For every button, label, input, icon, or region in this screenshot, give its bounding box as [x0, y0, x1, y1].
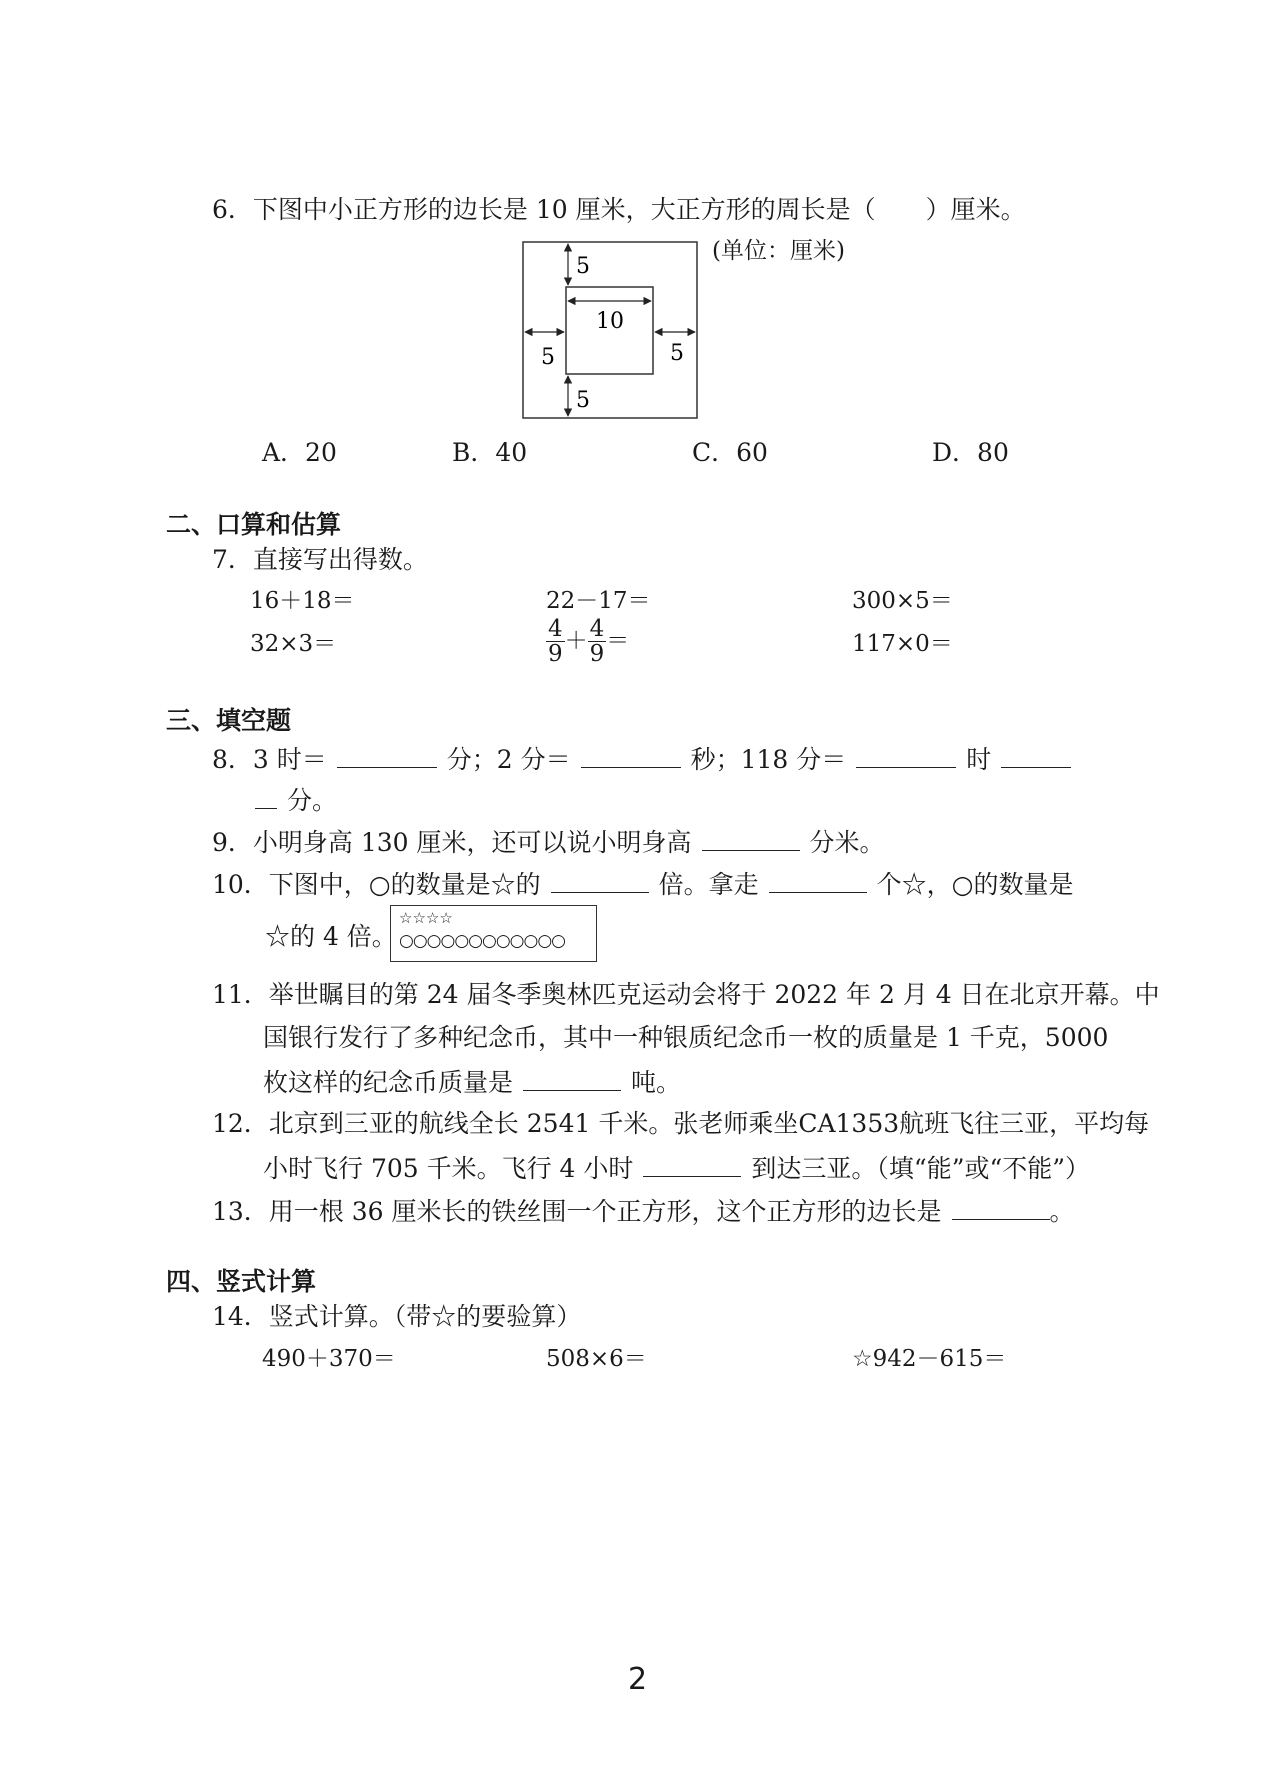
blank	[952, 1197, 1050, 1220]
q11-line1: 11．举世瞩目的第 24 届冬季奥林匹克运动会将于 2022 年 2 月 4 日在北京开幕。中	[212, 980, 1160, 1009]
q13: 13．用一根 36 厘米长的铁丝围一个正方形，这个正方形的边长是 。	[212, 1197, 1075, 1226]
label-inner: 10	[596, 309, 624, 334]
q8-line1: 8．3 时＝ 分；2 分＝ 秒；118 分＝ 时	[212, 745, 1071, 772]
vertical-calc-1: 490＋370＝	[262, 1346, 396, 1372]
q7-text: 7．直接写出得数。	[212, 545, 428, 574]
label-top: 5	[576, 254, 590, 279]
blank	[702, 828, 800, 851]
vertical-calc-3: ☆942－615＝	[852, 1346, 1007, 1372]
blank	[551, 870, 649, 893]
page-number: 2	[628, 1662, 648, 1697]
blank	[337, 745, 437, 768]
blank	[523, 1068, 621, 1091]
calc-1: 16＋18＝	[250, 588, 355, 614]
q11-line2: 国银行发行了多种纪念币，其中一种银质纪念币一枚的质量是 1 千克，5000	[263, 1023, 1109, 1052]
q10-line2: ☆的 4 倍。	[265, 922, 397, 951]
blank	[769, 870, 867, 893]
section2-title: 二、口算和估算	[166, 510, 342, 539]
circles-row: ○○○○○○○○○○○○	[399, 931, 566, 951]
q11-line3: 枚这样的纪念币质量是 吨。	[263, 1068, 682, 1097]
calc-4: 32×3＝	[250, 631, 337, 657]
option-c: C．60	[692, 438, 768, 467]
blank	[856, 745, 956, 768]
calc-2: 22－17＝	[546, 588, 651, 614]
section3-title: 三、填空题	[166, 706, 292, 735]
blank	[643, 1154, 741, 1177]
calc-3: 300×5＝	[852, 588, 953, 614]
q9: 9．小明身高 130 厘米，还可以说小明身高 分米。	[212, 828, 885, 857]
blank	[255, 786, 277, 809]
section4-title: 四、竖式计算	[166, 1267, 317, 1296]
q14-text: 14．竖式计算。（带☆的要验算）	[212, 1302, 582, 1331]
option-a: A．20	[262, 438, 337, 467]
shapes-box	[390, 905, 597, 962]
calc-6: 117×0＝	[852, 631, 953, 657]
q6-text: 6．下图中小正方形的边长是 10 厘米，大正方形的周长是（ ）厘米。	[212, 195, 1026, 224]
label-right: 5	[670, 341, 684, 366]
option-d: D．80	[932, 438, 1009, 467]
blank	[1001, 745, 1071, 768]
unit-label: (单位：厘米)	[712, 238, 845, 264]
square-diagram	[518, 240, 818, 420]
blank	[581, 745, 681, 768]
option-b: B．40	[452, 438, 528, 467]
fraction-sum: $\frac{4}{9}$ ＋ $\frac{4}{9}$ ＝	[548, 616, 630, 668]
label-left: 5	[541, 345, 555, 370]
vertical-calc-2: 508×6＝	[546, 1346, 647, 1372]
q12-line1: 12．北京到三亚的航线全长 2541 千米。张老师乘坐CA1353航班飞往三亚，平均每	[212, 1109, 1150, 1138]
stars-row: ☆☆☆☆	[399, 909, 453, 927]
q12-line2: 小时飞行 705 千米。飞行 4 小时 到达三亚。（填“能”或“不能”）	[263, 1154, 1091, 1183]
q10-line1: 10．下图中，○的数量是☆的 倍。拿走 个☆，○的数量是	[212, 870, 1074, 899]
label-bottom: 5	[576, 388, 590, 413]
q8-line2: 分。	[255, 786, 337, 813]
